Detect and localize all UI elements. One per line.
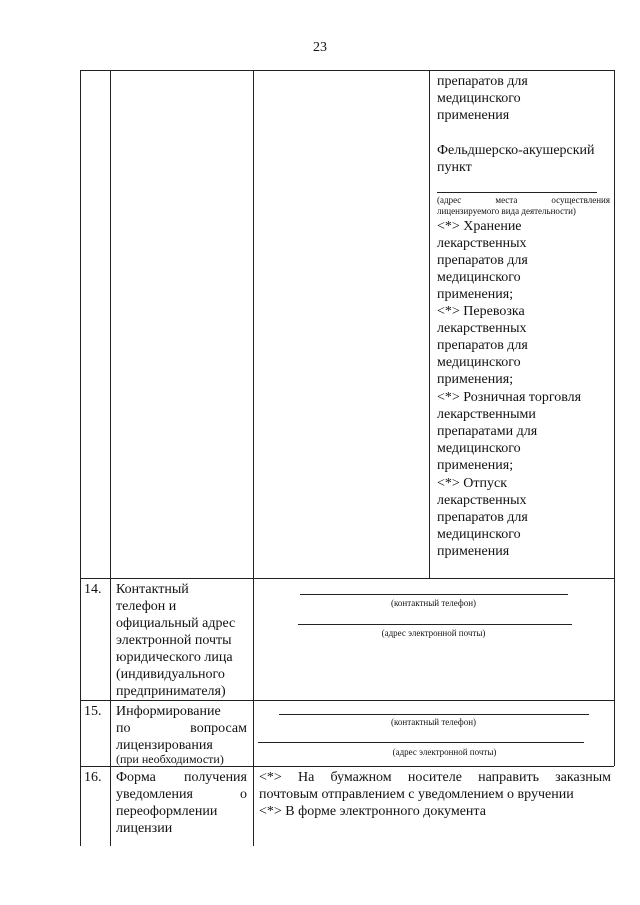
table-left-border — [80, 70, 81, 846]
phone-field-line[interactable] — [279, 714, 589, 715]
delivery-option-paper: почтовым отправлением с уведомлением о вручении — [259, 787, 574, 802]
row-divider — [80, 578, 614, 579]
address-caption: (адрес места осуществления — [437, 195, 610, 205]
row-label-line: Контактный — [116, 582, 189, 597]
phone-caption: (контактный телефон) — [390, 717, 477, 727]
activity-line: препаратов для — [437, 338, 528, 353]
activity-line: медицинского — [437, 527, 521, 542]
activity-line: медицинского — [437, 270, 521, 285]
row-label-line: лицензии — [116, 821, 173, 836]
row-label-line: лицензирования — [116, 738, 213, 753]
table-top-border — [80, 70, 614, 71]
activity-line: медицинского — [437, 355, 521, 370]
column-divider — [253, 70, 254, 846]
email-field-line[interactable] — [258, 742, 584, 743]
delivery-option-electronic: <*> В форме электронного документа — [259, 804, 486, 819]
email-caption: (адрес электронной почты) — [392, 747, 497, 757]
email-caption: (адрес электронной почты) — [381, 628, 486, 638]
row-number: 16. — [84, 770, 102, 785]
row-label-line: (индивидуального — [116, 667, 225, 682]
row-label-line: официальный адрес — [116, 616, 236, 631]
activity-line: применения; — [437, 287, 514, 302]
address-field-line — [437, 192, 597, 193]
row-label-line: переоформлении — [116, 804, 218, 819]
activity-line: <*> Отпуск — [437, 476, 508, 491]
row-label-line: Форма получения — [116, 770, 247, 785]
activity-line: <*> Розничная торговля — [437, 390, 582, 405]
facility-name: Фельдшерско-акушерский — [437, 143, 595, 158]
row-label-note: (при необходимости) — [116, 752, 224, 766]
activity-line: препаратов для — [437, 253, 528, 268]
row-label-line: уведомления о — [116, 787, 247, 802]
activity-line: лекарственными — [437, 407, 536, 422]
row-label-line: предпринимателя) — [116, 684, 226, 699]
column-divider — [429, 70, 430, 578]
activity-line: <*> Перевозка — [437, 304, 525, 319]
table-right-border — [614, 70, 615, 766]
row-label-line: по вопросам — [116, 721, 247, 736]
activity-line: препаратами для — [437, 424, 538, 439]
row-label-line: электронной почты — [116, 633, 232, 648]
activity-line: применения; — [437, 458, 514, 473]
activity-line: <*> Хранение — [437, 219, 522, 234]
delivery-option-paper: <*> На бумажном носителе направить заказным — [259, 770, 611, 785]
activity-line: применения; — [437, 372, 514, 387]
activity-line: препаратов для — [437, 510, 528, 525]
email-field-line[interactable] — [298, 624, 572, 625]
address-caption: лицензируемого вида деятельности) — [437, 206, 576, 216]
row-number: 14. — [84, 582, 102, 597]
activity-line: медицинского — [437, 441, 521, 456]
continuation-line: препаратов для — [437, 74, 528, 89]
phone-caption: (контактный телефон) — [390, 598, 477, 608]
column-divider — [110, 70, 111, 846]
activity-line: лекарственных — [437, 236, 527, 251]
page-number: 23 — [313, 40, 327, 55]
continuation-line: медицинского — [437, 91, 521, 106]
row-label-line: телефон и — [116, 599, 177, 614]
facility-name: пункт — [437, 160, 472, 175]
row-label-line: юридического лица — [116, 650, 233, 665]
row-number: 15. — [84, 704, 102, 719]
phone-field-line[interactable] — [300, 594, 568, 595]
row-label-line: Информирование — [116, 704, 221, 719]
activity-line: лекарственных — [437, 493, 527, 508]
continuation-line: применения — [437, 108, 510, 123]
activity-line: применения — [437, 544, 510, 559]
activity-line: лекарственных — [437, 321, 527, 336]
